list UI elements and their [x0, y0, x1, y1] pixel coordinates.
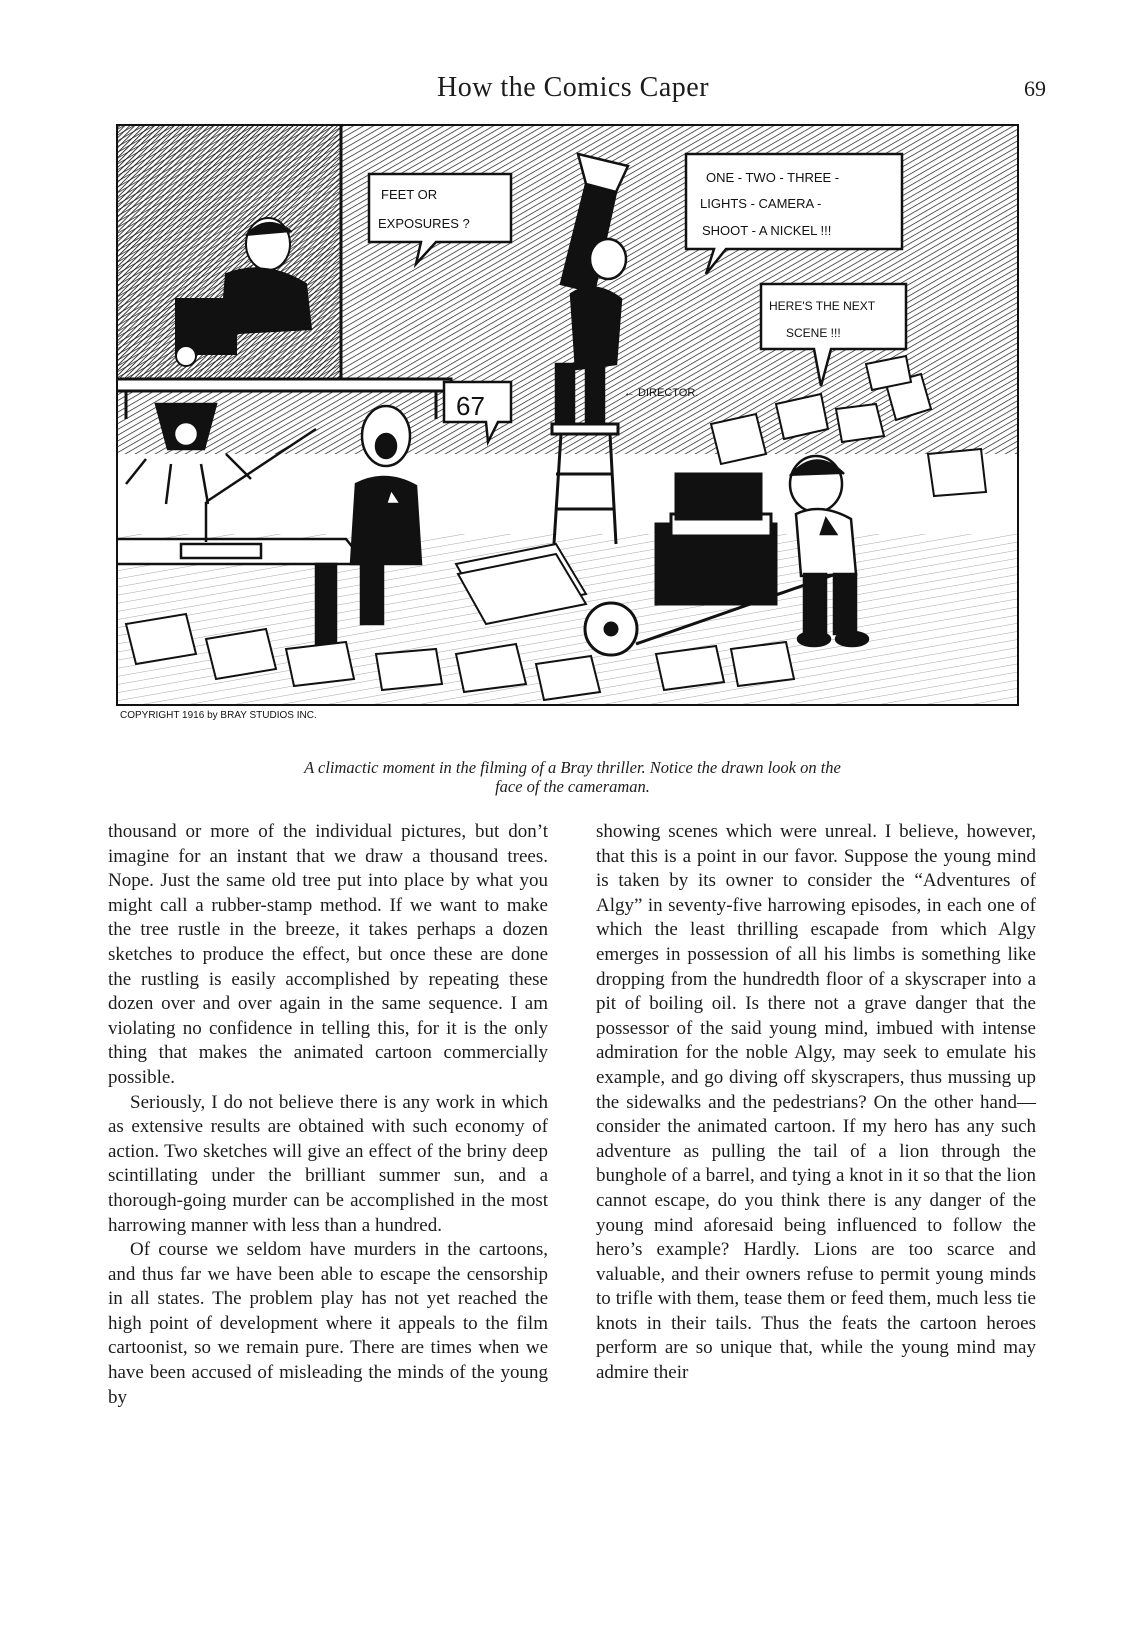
cartoon-drawing [116, 124, 1019, 742]
speech-next-line2: SCENE !!! [786, 326, 841, 340]
copyright-line: COPYRIGHT 1916 by BRAY STUDIOS INC. [120, 710, 317, 721]
body-paragraph: Seriously, I do not believe there is any work in which as extensive results are obtained with such economy of action. Two sketches will give an effect of the briny deep scintillating under the brilliant summer sun, and a thorough-going murder can be accomplished in the most harrowing manner with less than a hundred. [108, 1091, 548, 1236]
figure-caption [150, 758, 995, 796]
body-paragraph: Of course we seldom have murders in the cartoons, and thus far we have been able to escape the censorship in all states. The problem play has not yet reached the high point of development where it appeals to the film cartoonist, so we remain pure. There are times when we have been accused of misleading the minds of the young by [108, 1239, 548, 1408]
page-number: 69 [1024, 76, 1046, 101]
frame-counter-number: 67 [456, 391, 485, 421]
speech-director-line2: LIGHTS - CAMERA - [700, 196, 822, 211]
speech-next-line1: HERE'S THE NEXT [769, 299, 876, 313]
right-text-column [596, 820, 1036, 1386]
speech-feet-line2: EXPOSURES ? [378, 216, 470, 231]
cartoon-illustration [116, 124, 1019, 742]
caption-line-1: A climactic moment in the filming of a Bray thriller. Notice the drawn look on the [304, 758, 841, 777]
body-paragraph: thousand or more of the individual pictures, but don’t imagine for an instant that we draw a thousand trees. Nope. Just the same old tree put into place by what you might call a rubber-stamp method. If we want to make the tree rustle in the breeze, it takes perhaps a dozen sketches to produce the effect, but once these are done the rustling is easily accomplished by repeating these dozen over and over again in the same sequence. I am violating no confidence in telling this, for it is the only thing that makes the animated cartoon commercially possible. [108, 821, 548, 1088]
caption-line-2: face of the cameraman. [495, 777, 650, 796]
body-paragraph: showing scenes which were unreal. I believe, however, that this is a point in our favor. Suppose the young mind is taken by its owner to consider the “Adventures of Algy” in seventy-five harrowing episodes, in each one of which the least thrilling escapade from which Algy emerges in possession of all his limbs is something like dropping from the hundredth floor of a skyscraper into a pit of boiling oil. Is there not a grave danger that the possessor of the said young mind, imbued with intense admiration for the noble Algy, may seek to emulate his example, and go diving off skyscrapers, thus mussing up the sidewalks and the pedestrians? On the other hand—consider the animated cartoon. If my hero has any such adventure as pulling the tail of a lion through the bunghole of a barrel, and tying a knot in it so that the lion cannot escape, do you think there is any danger of the young mind aforesaid being influenced to follow the hero’s example? Hardly. Lions are too scarce and valuable, and their owners refuse to permit young minds to trifle with them, tease them or feed them, much less tie knots in their tails. Thus the feats the cartoon heroes perform are so unique that, while the young mind may admire their [596, 821, 1036, 1384]
speech-feet-line1: FEET OR [381, 187, 438, 202]
director-label: ← DIRECTOR. [624, 387, 699, 399]
speech-director-line3: SHOOT - A NICKEL !!! [702, 223, 832, 238]
running-head [0, 70, 1146, 114]
left-text-column [108, 820, 548, 1410]
page-title: How the Comics Caper [436, 72, 710, 103]
speech-director-line1: ONE - TWO - THREE - [706, 170, 840, 185]
